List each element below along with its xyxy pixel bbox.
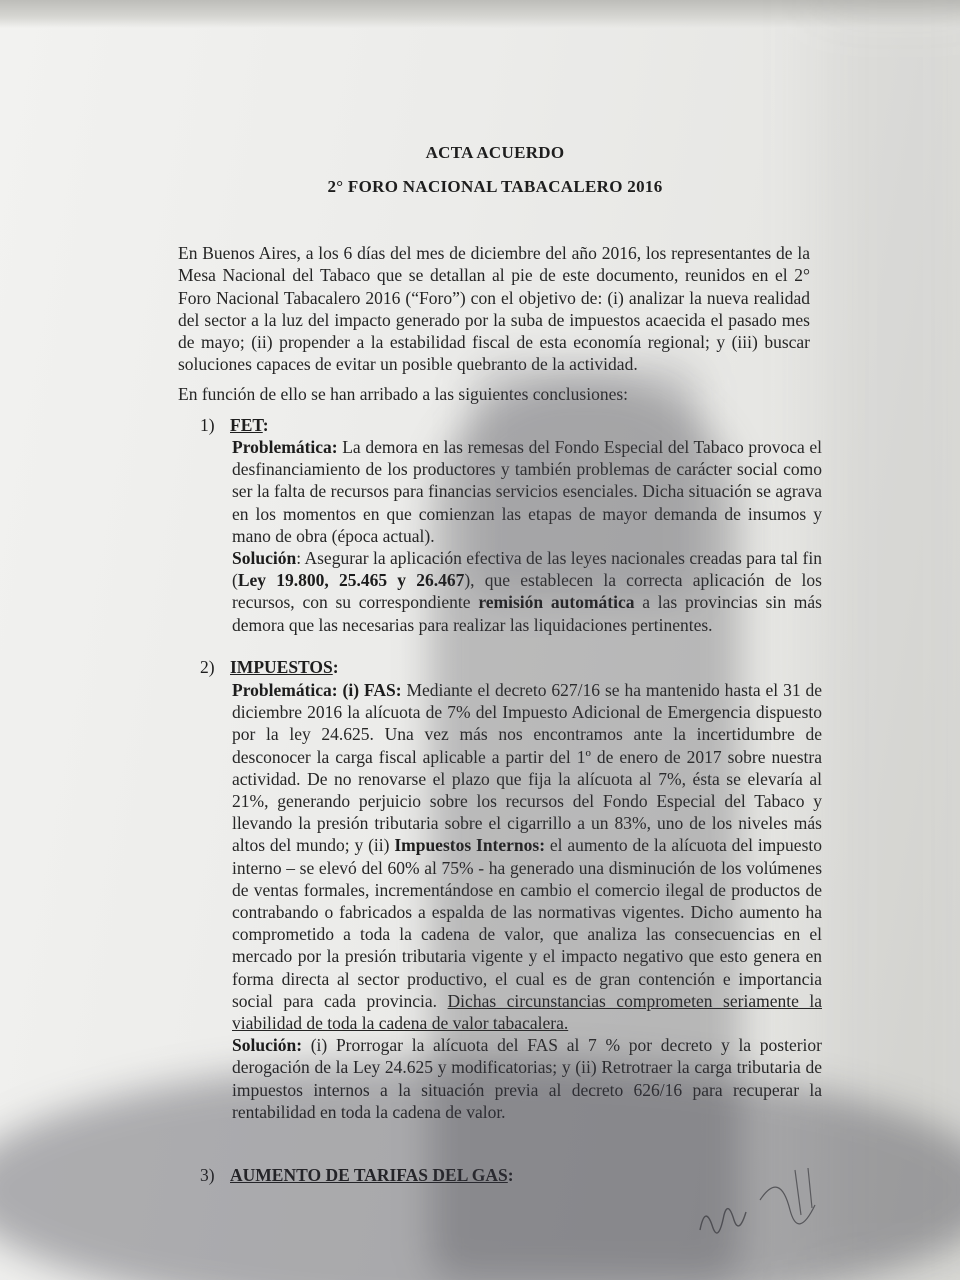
problem-fas-label: (i) FAS: xyxy=(337,680,402,700)
solution-laws: Ley 19.800, 25.465 y 26.467 xyxy=(237,570,465,591)
item-body xyxy=(232,679,822,1123)
item-fet xyxy=(200,415,822,635)
item-heading xyxy=(200,657,820,678)
problem-text: el aumento de la alícuota del impuesto interno – se elevó del 60% al 75% - ha generado una disminución de los volúmenes de ventas formales, incrementándose en cambio el comercio ilegal de productos de contrabando o fabricados a espalda de las normativas vigentes. Dicho aumento ha comprometido a toda la cadena de valor, que analiza las consecuencias en el mercado por la presión tributaria vigente y el impacto negativo que esto genera en forma directa al sector productivo, el cual es de gran contención e importancia social para cada provincia. xyxy=(232,835,822,1011)
signature-scribble xyxy=(690,1160,840,1260)
problem-paragraph xyxy=(232,679,822,1034)
problem-text: La demora en las remesas del Fondo Especial del Tabaco provoca el desfinanciamiento de los productores y también problemas de carácter social como ser la falta de recursos para financias servicios esenciales. Dicha situación se agrava en los momentos en que comienzan las etapas de mayor demanda de insumos y mano de obra (época actual). xyxy=(232,437,822,546)
document-title: ACTA ACUERDO xyxy=(425,143,565,162)
item-heading-text: AUMENTO DE TARIFAS DEL GAS xyxy=(230,1165,508,1185)
solution-text: ), que establecen la correcta aplicación de los recursos, con su correspondiente xyxy=(232,570,822,613)
item-heading-suffix: : xyxy=(262,415,269,435)
item-heading-suffix: : xyxy=(507,1165,514,1185)
problem-internal-label: Impuestos Internos: xyxy=(394,835,546,856)
solution-label: Solución xyxy=(232,548,297,569)
solution-paragraph xyxy=(232,1034,822,1123)
intro-paragraph: En Buenos Aires, a los 6 días del mes de diciembre del año 2016, los representantes de la Mesa Nacional del Tabaco que se detallan al pie de este documento, reunidos en el 2° Foro Nacional Tabacalero 2016 (“Foro”) con el objetivo de: (i) analizar la nueva realidad del sector a la luz del impacto generado por la suba de impuestos acaecida el pasado mes de mayo; (ii) propender a la estabilidad fiscal de esta economía regional; y (iii) buscar soluciones capaces de evitar un posible quebranto de la actividad. xyxy=(178,243,810,375)
item-impuestos xyxy=(200,657,822,1122)
item-number: 3) xyxy=(200,1165,215,1185)
item-number: 1) xyxy=(200,415,215,435)
problem-paragraph xyxy=(232,436,822,547)
solution-paragraph xyxy=(232,547,822,636)
item-body xyxy=(232,436,822,636)
item-heading-text: FET xyxy=(230,415,263,435)
solution-text: a las provincias sin más demora que las necesarias para realizar las liquidaciones pertinentes. xyxy=(232,592,822,635)
problem-text: Mediante el decreto 627/16 se ha mantenido hasta el 31 de diciembre 2016 la alícuota de 7% del Impuesto Adicional de Emergencia dispuesto por la ley 24.625. Una vez más nos encontramos ante la incertidumbre de desconocer la carga fiscal aplicable a partir del 1º de enero de 2017 sobre nuestra actividad. De no renovarse el plazo que fija la alícuota al 7%, ésta se elevaría al 21%, generando perjuicio sobre los recursos del Fondo Especial del Tabaco y llevando la presión tributaria sobre el cigarrillo a un 83%, uno de los niveles más altos del mundo; y (ii) xyxy=(232,680,822,856)
page-top-edge xyxy=(0,0,960,28)
problem-underlined-text: Dichas circunstancias comprometen seriamente la viabilidad de toda la cadena de valor tabacalera. xyxy=(232,990,822,1034)
item-heading-text: IMPUESTOS xyxy=(230,657,333,677)
problem-label: Problemática: xyxy=(232,680,338,700)
solution-text: (i) Prorrogar la alícuota del FAS al 7 % por decreto y la posterior derogación de la Ley 24.625 y modificatorias; y (ii) Retrotraer la carga tributaria de impuestos internos a la situación previa al decreto 626/16 para recuperar la rentabilidad en toda la cadena de valor. xyxy=(232,1035,822,1122)
conclusions-intro: En función de ello se han arribado a las siguientes conclusiones: xyxy=(178,384,629,404)
item-heading xyxy=(200,415,820,436)
solution-text: : Asegurar la aplicación efectiva de las leyes nacionales creadas para tal fin ( xyxy=(232,548,822,591)
item-heading-suffix: : xyxy=(332,657,339,677)
solution-label: Solución: xyxy=(232,1035,303,1056)
item-number: 2) xyxy=(200,657,215,677)
solution-remision: remisión automática xyxy=(478,592,635,613)
problem-label: Problemática: xyxy=(232,437,338,457)
document-subtitle: 2° FORO NACIONAL TABACALERO 2016 xyxy=(327,177,663,196)
